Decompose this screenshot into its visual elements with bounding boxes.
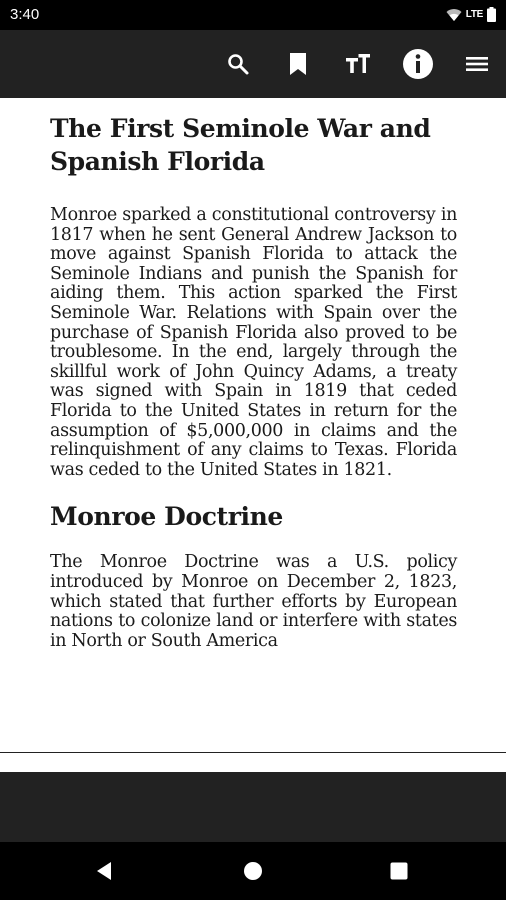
text-size-icon[interactable] xyxy=(340,46,376,82)
system-nav-bar xyxy=(0,842,506,900)
heading-seminole-war: The First Seminole War and Spanish Florida xyxy=(50,114,431,176)
search-icon[interactable] xyxy=(220,46,256,82)
battery-icon xyxy=(487,7,496,22)
wifi-icon xyxy=(446,8,462,22)
reader-toolbar xyxy=(0,30,506,98)
info-icon[interactable] xyxy=(400,46,436,82)
bottom-panel xyxy=(0,772,506,842)
status-bar xyxy=(0,0,506,30)
back-icon[interactable] xyxy=(90,856,120,886)
menu-icon[interactable] xyxy=(459,46,495,82)
recents-icon[interactable] xyxy=(384,856,414,886)
paragraph-seminole-war: Monroe sparked a constitutional controversy in 1817 when he sent General Andrew Jackson to move against Spanish Florida to attack the Seminole Indians and punish the Spanish for aiding them. This action sparked the First Seminole War. Relations with Spain over the purchase of Spanish Florida also proved to be troublesome. In the end, largely through the skillful work of John Quincy Adams, a treaty was signed with Spain in 1819 that ceded Florida to the United States in return for the assumption of $5,000,000 in claims and the relinquishment of any claims to Texas. Florida was ceded to the United States in 1821. xyxy=(50,205,457,480)
bookmark-icon[interactable] xyxy=(280,46,316,82)
network-type: LTE xyxy=(465,9,483,20)
status-time: 3:40 xyxy=(10,6,40,23)
home-icon[interactable] xyxy=(238,856,268,886)
paragraph-monroe-doctrine: The Monroe Doctrine was a U.S. policy introduced by Monroe on December 2, 1823, which stated that further efforts by European nations to colonize land or interfere with states in North or South America xyxy=(50,552,457,651)
page-divider xyxy=(0,752,506,753)
status-icons xyxy=(446,7,496,22)
article-content xyxy=(50,108,457,651)
heading-monroe-doctrine: Monroe Doctrine xyxy=(50,502,283,532)
